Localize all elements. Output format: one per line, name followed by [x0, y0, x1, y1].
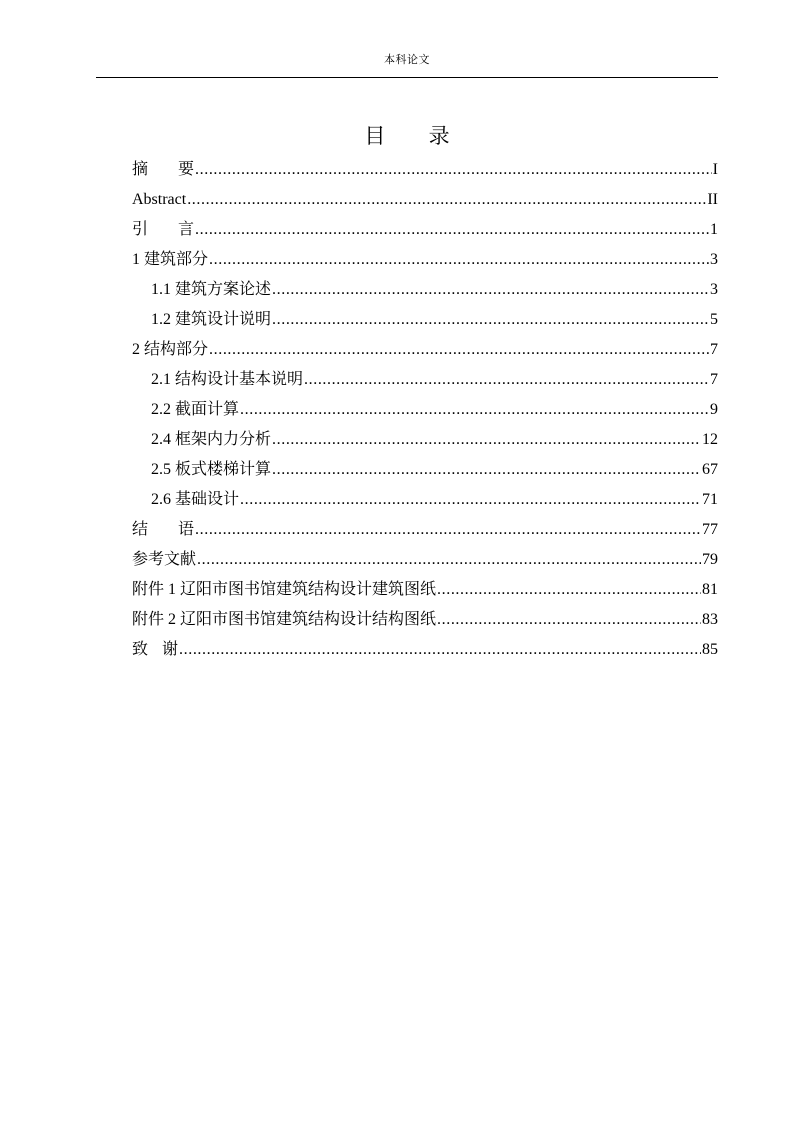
toc-dot-leader	[197, 545, 701, 575]
toc-entry-label: 2.6 基础设计	[151, 491, 240, 508]
toc-entry[interactable]	[132, 215, 718, 245]
toc-entry-page-number: I	[712, 161, 718, 178]
toc-entry-label: 1 建筑部分	[132, 251, 209, 268]
toc-title: 目 录	[364, 124, 450, 148]
toc-entry-page-number: 77	[702, 521, 718, 538]
toc-entry[interactable]	[132, 545, 718, 575]
header-text: 本科论文	[384, 54, 430, 66]
toc-dot-leader	[240, 485, 701, 515]
toc-entry-label: 2.2 截面计算	[151, 401, 240, 418]
toc-entry-page-number: 71	[702, 491, 718, 508]
toc-entry-label: 2.4 框架内力分析	[151, 431, 272, 448]
toc-entry-page-number: 81	[702, 581, 718, 598]
toc-entry[interactable]	[132, 425, 718, 455]
toc-entry-label: 1.2 建筑设计说明	[151, 311, 272, 328]
toc-entry-label: 附件 2 辽阳市图书馆建筑结构设计结构图纸	[132, 611, 437, 628]
toc-entry-page-number: 3	[710, 251, 718, 268]
toc-entry-page-number: 85	[702, 641, 718, 658]
toc-entry-page-number: 67	[702, 461, 718, 478]
toc-dot-leader	[195, 515, 701, 545]
toc-entry-page-number: 5	[710, 311, 718, 328]
toc-entry-label: 2 结构部分	[132, 341, 209, 358]
toc-entry-page-number: 79	[702, 551, 718, 568]
toc-entry-label: 2.5 板式楼梯计算	[151, 461, 272, 478]
toc-entry[interactable]	[132, 365, 718, 395]
toc-entry[interactable]	[132, 605, 718, 635]
toc-dot-leader	[179, 635, 701, 665]
toc-entry-label: 2.1 结构设计基本说明	[151, 371, 304, 388]
toc-entry-label: 结 语	[132, 521, 195, 538]
toc-entry-page-number: 9	[710, 401, 718, 418]
toc-entry[interactable]	[132, 455, 718, 485]
toc-entry-label: 致 谢	[132, 641, 179, 658]
toc-dot-leader	[195, 155, 712, 185]
toc-entry[interactable]	[132, 635, 718, 665]
toc-entry-page-number: 3	[710, 281, 718, 298]
page-header	[96, 50, 718, 78]
toc-entry-label: 引 言	[132, 221, 195, 238]
toc-entry-page-number: 12	[702, 431, 718, 448]
toc-entry[interactable]	[132, 155, 718, 185]
toc-dot-leader	[437, 605, 701, 635]
toc-entry[interactable]	[132, 305, 718, 335]
toc-dot-leader	[272, 305, 709, 335]
toc-entry-page-number: 1	[710, 221, 718, 238]
toc-entry[interactable]	[132, 275, 718, 305]
toc-entry-label: 附件 1 辽阳市图书馆建筑结构设计建筑图纸	[132, 581, 437, 598]
toc-entry[interactable]	[132, 335, 718, 365]
toc-entry-label: 摘 要	[132, 161, 195, 178]
table-of-contents	[132, 155, 718, 665]
toc-entry-page-number: 83	[702, 611, 718, 628]
toc-dot-leader	[437, 575, 701, 605]
toc-entry[interactable]	[132, 515, 718, 545]
toc-dot-leader	[195, 215, 709, 245]
toc-entry-label: Abstract	[132, 191, 187, 208]
toc-entry-label: 1.1 建筑方案论述	[151, 281, 272, 298]
toc-entry[interactable]	[132, 185, 718, 215]
toc-dot-leader	[209, 245, 709, 275]
toc-entry[interactable]	[132, 575, 718, 605]
toc-entry-page-number: II	[707, 191, 718, 208]
toc-dot-leader	[187, 185, 706, 215]
toc-dot-leader	[272, 455, 701, 485]
toc-dot-leader	[209, 335, 709, 365]
toc-entry[interactable]	[132, 395, 718, 425]
toc-entry[interactable]	[132, 245, 718, 275]
toc-entry-page-number: 7	[710, 371, 718, 388]
toc-dot-leader	[240, 395, 709, 425]
toc-dot-leader	[304, 365, 709, 395]
toc-entry-page-number: 7	[710, 341, 718, 358]
toc-dot-leader	[272, 425, 701, 455]
toc-entry-label: 参考文献	[132, 551, 197, 568]
toc-dot-leader	[272, 275, 709, 305]
toc-entry[interactable]	[132, 485, 718, 515]
